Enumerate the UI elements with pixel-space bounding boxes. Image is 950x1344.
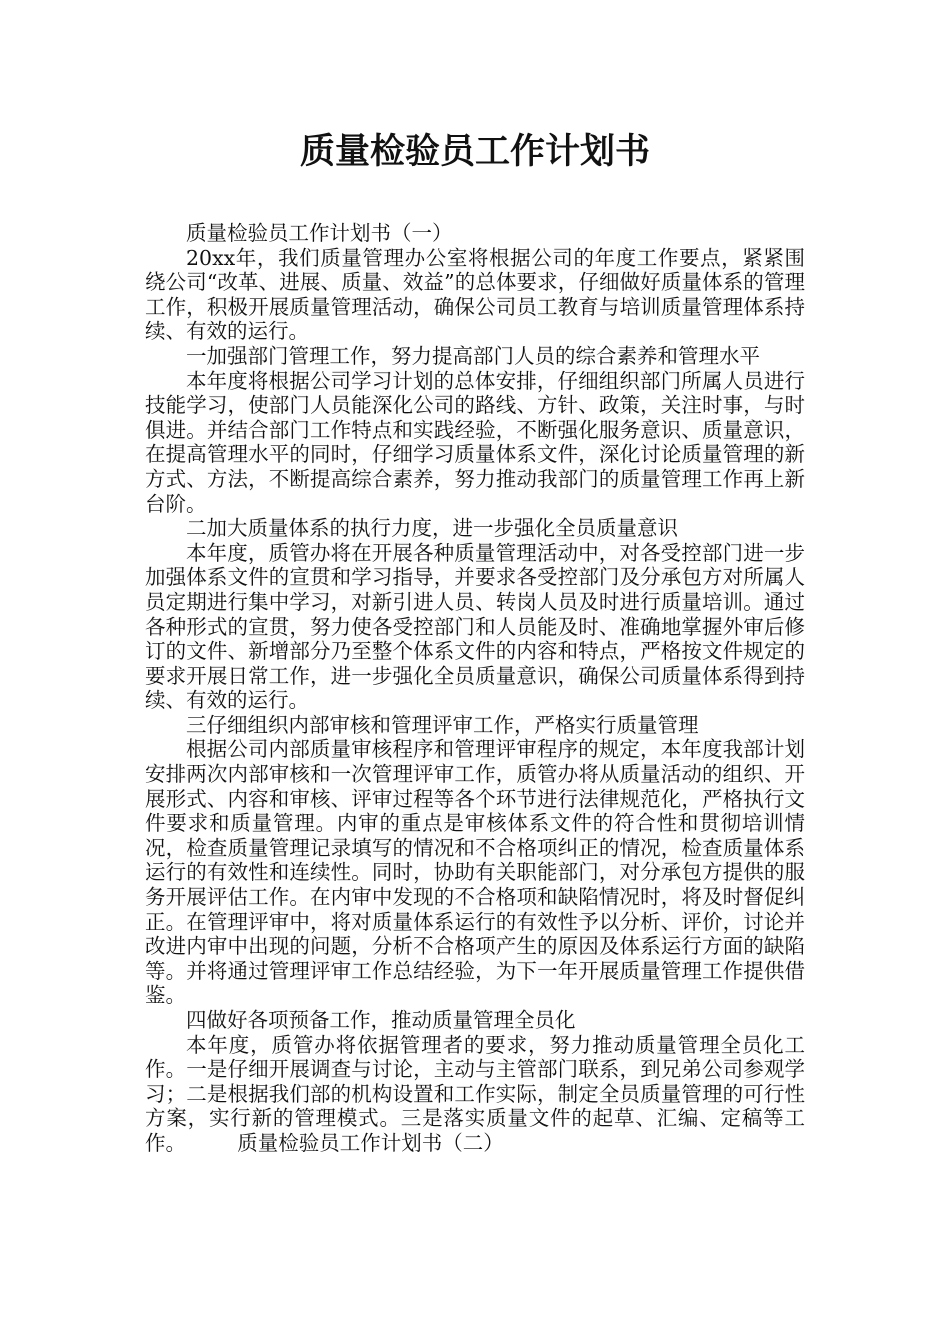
body-paragraph: 根据公司内部质量审核程序和管理评审程序的规定，本年度我部计划安排两次内部审核和一次管理评审工作，质管办将从质量活动的组织、开展形式、内容和审核、评审过程等各个环节进行法律规范化，严格执行文件要求和质量管理。内审的重点是审核体系文件的符合性和贯彻培训情况，检查质量管理记录填写的情况和不合格项纠正的情况，检查质量体系运行的有效性和连续性。同时，协助有关职能部门，对分承包方提供的服务开展评估工作。在内审中发现的不合格项和缺陷情况时，将及时督促纠正。在管理评审中，将对质量体系运行的有效性予以分析、评价，讨论并改进内审中出现的问题，分析不合格项产生的原因及体系运行方面的缺陷等。并将通过管理评审工作总结经验，为下一年开展质量管理工作提供借鉴。 [145,737,805,1008]
section-heading: 一加强部门管理工作，努力提高部门人员的综合素养和管理水平 [186,343,760,368]
body-paragraph: 20xx年，我们质量管理办公室将根据公司的年度工作要点，紧紧围绕公司“改革、进展、质量、效益”的总体要求，仔细做好质量体系的管理工作，积极开展质量管理活动，确保公司员工教育与培训质量管理体系持续、有效的运行。 [145,245,805,344]
body-paragraph-text: 本年度，质管办将依据管理者的要求，努力推动质量管理全员化工作。一是仔细开展调查与讨论，主动与主管部门联系，到兄弟公司参观学习；二是根据我们部的机构设置和工作实际，制定全员质量管理的可行性方案，实行新的管理模式。三是落实质量文件的起草、汇编、定稿等工作。 [145,1032,805,1155]
document-page [145,125,805,1156]
section-heading: 三仔细组织内部审核和管理评审工作，严格实行质量管理 [186,712,699,737]
body-paragraph: 本年度，质管办将在开展各种质量管理活动中，对各受控部门进一步加强体系文件的宣贯和学习指导，并要求各受控部门及分承包方对所属人员定期进行集中学习，对新引进人员、转岗人员及时进行质量培训。通过各种形式的宣贯，努力使各受控部门和人员能及时、准确地掌握外审后修订的文件、新增部分乃至整个体系文件的内容和特点，严格按文件规定的要求开展日常工作，进一步强化全员质量意识，确保公司质量体系得到持续、有效的运行。 [145,540,805,713]
next-section-heading: 质量检验员工作计划书（二） [237,1130,504,1155]
section-heading: 四做好各项预备工作，推动质量管理全员化 [186,1008,576,1032]
document-title: 质量检验员工作计划书 [299,132,650,172]
body-paragraph: 本年度将根据公司学习计划的总体安排，仔细组织部门所属人员进行技能学习，使部门人员能深化公司的路线、方针、政策，关注时事，与时俱进。并结合部门工作特点和实践经验，不断强化服务意识、质量意识，在提高管理水平的同时，仔细学习质量体系文件，深化讨论质量管理的新方式、方法，不断提高综合素养，努力推动我部门的质量管理工作再上新台阶。 [145,368,805,516]
section-heading: 质量检验员工作计划书（一） [186,221,453,245]
document-body [145,221,805,1156]
section-heading: 二加大质量体系的执行力度，进一步强化全员质量意识 [186,516,678,541]
body-paragraph-last [145,1033,805,1156]
